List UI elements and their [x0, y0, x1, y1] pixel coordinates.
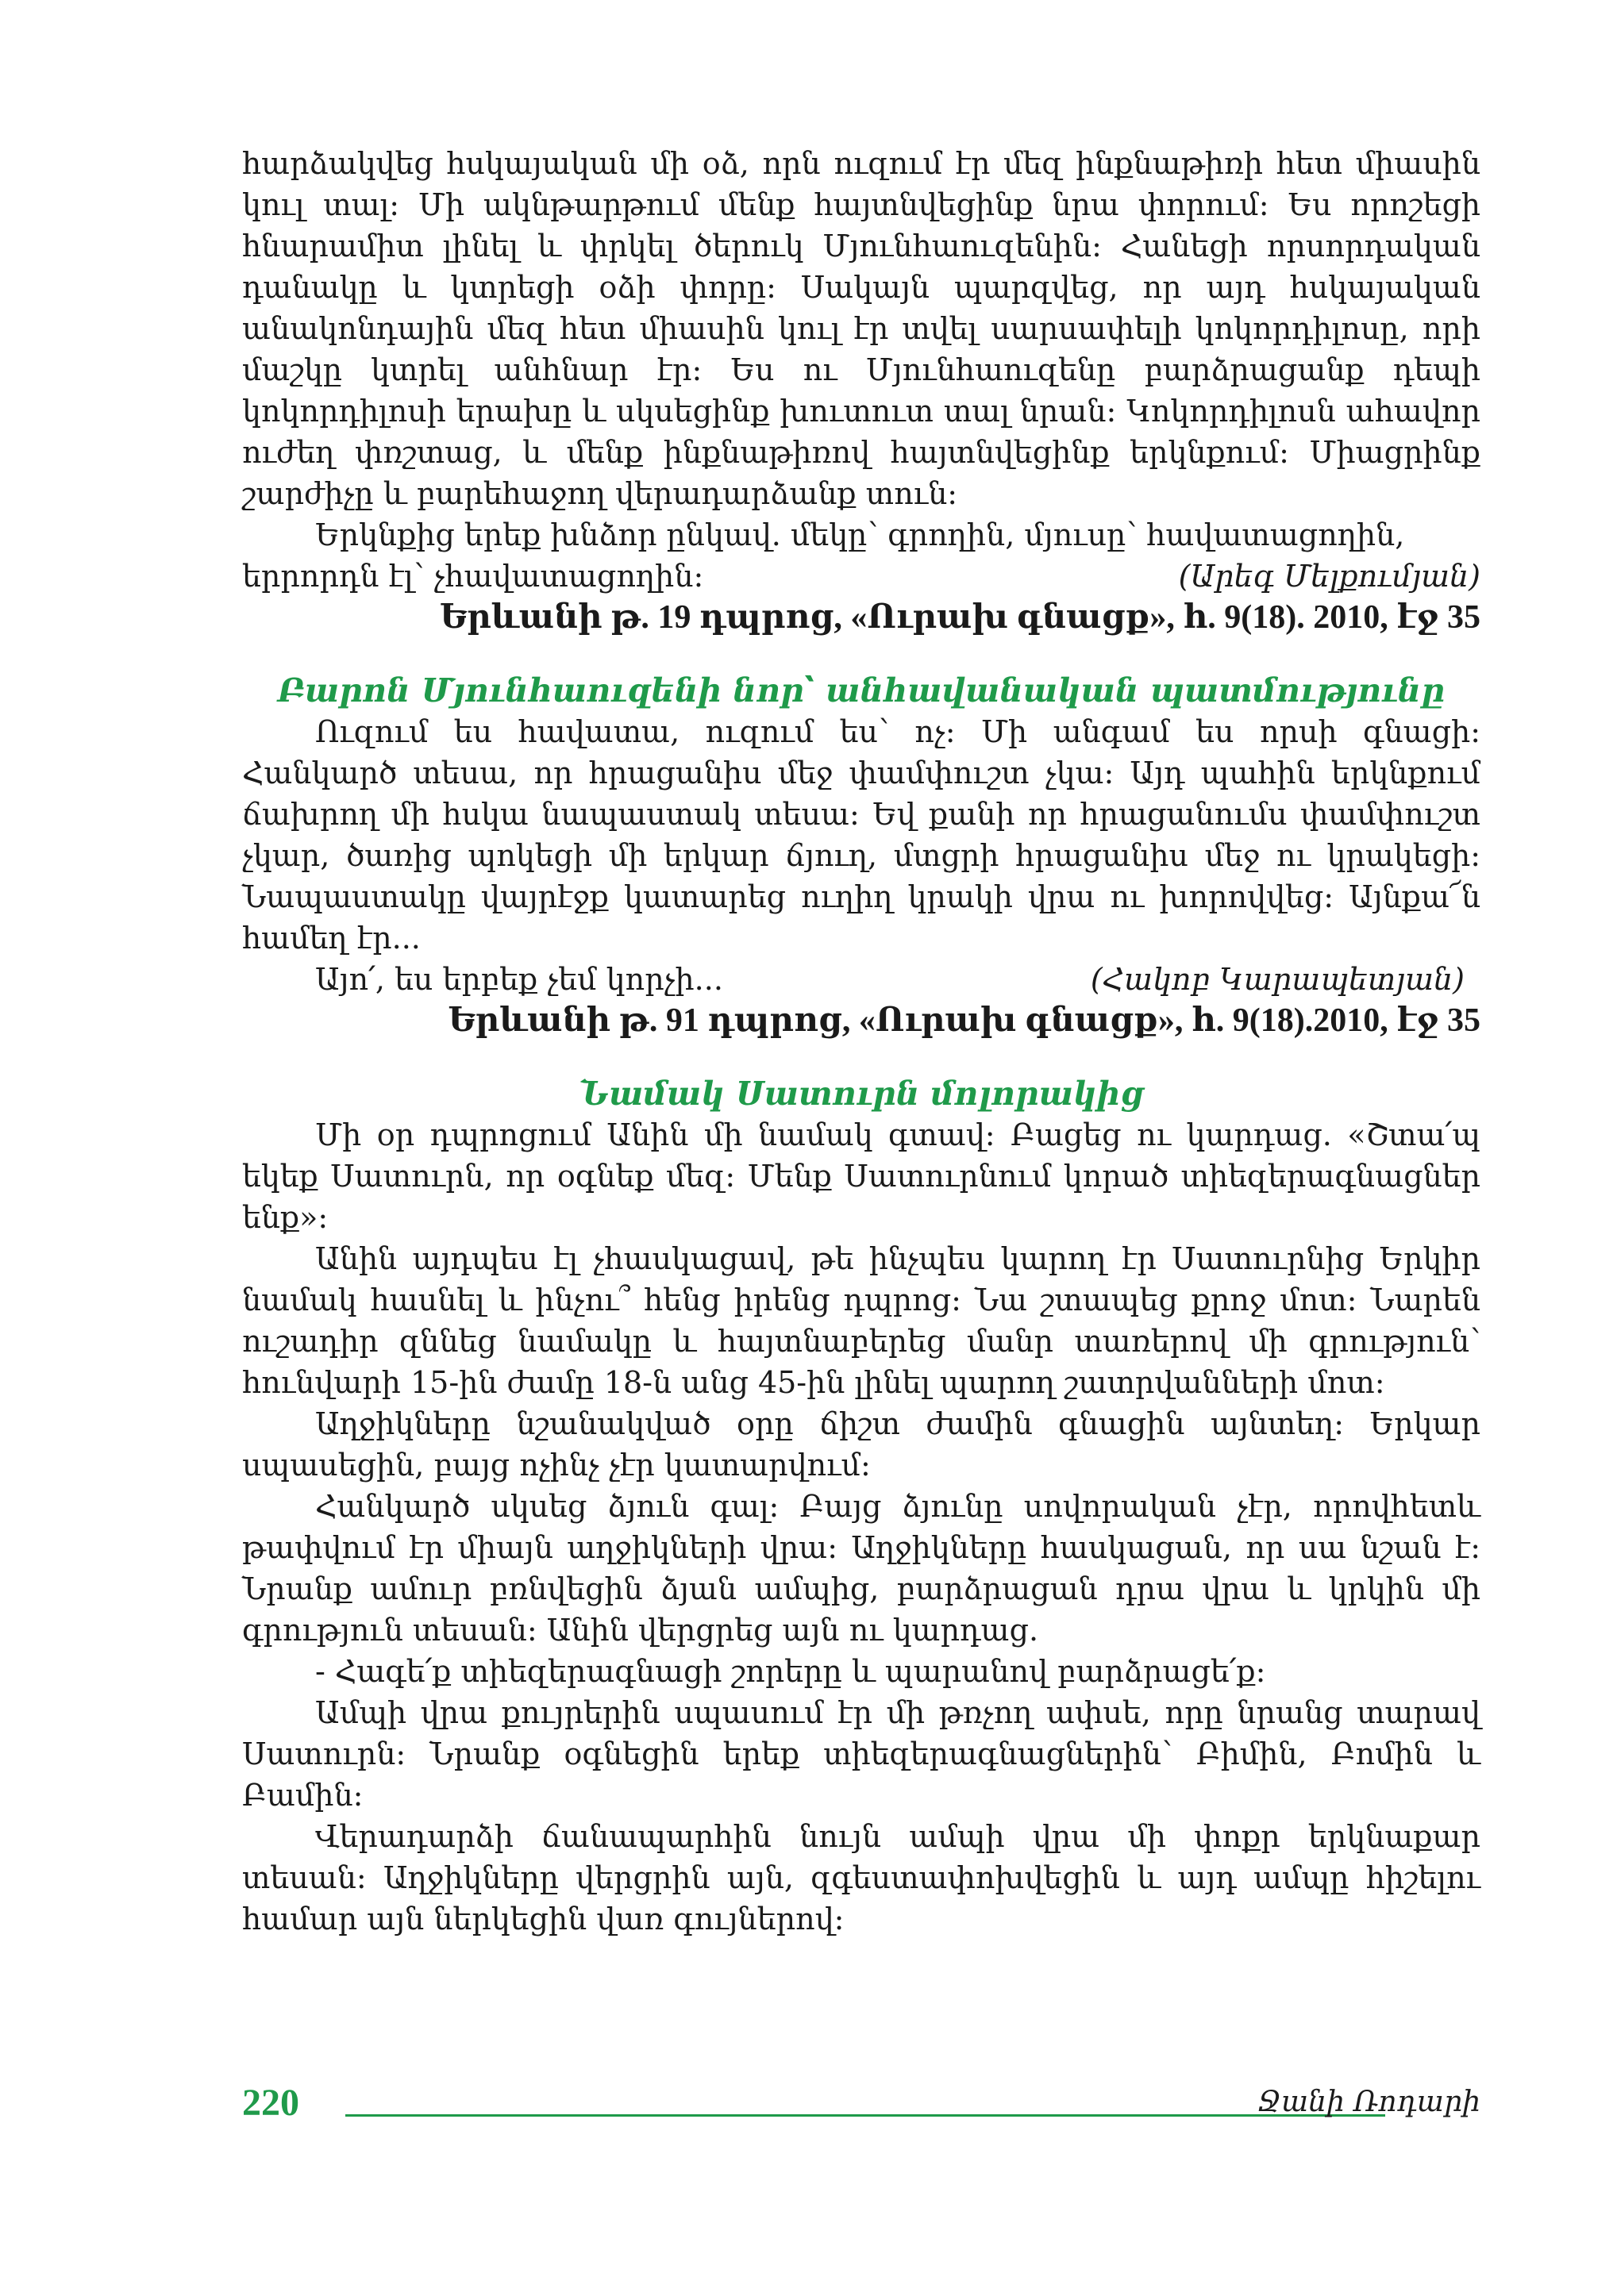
story-1-source: Երևանի թ. 19 դպրոց, «Ուրախ գնացք», հ. 9(18). 2010, էջ 35	[439, 599, 1480, 636]
story-2-paragraph-1: Ուզում ես հավատա, ուզում ես՝ ոչ: Մի անգամ ես որսի գնացի: Հանկարծ տեսա, որ հրացանիս մեջ փամփուշտ չկա: Այդ պահին երկնքում ճախրող մի հսկա նապաստակ տեսա: Եվ քանի որ հրացանումս փամփուշտ չկար, ծառից պոկեցի մի երկար ճյուղ, մտցրի հրացանիս մեջ ու կրակեցի: Նապաստակը վայրէջք կատարեց ուղիղ կրակի վրա ու խորովվեց: Այնքա՜ն համեղ էր...	[242, 714, 1480, 956]
story-2-last-line: Այո՛, ես երբեք չեմ կորչի...	[315, 962, 723, 997]
page-footer	[242, 2081, 1480, 2129]
story-3-paragraph-6: Ամպի վրա քույրերին սպասում էր մի թռչող ափսե, որը նրանց տարավ Սատուրն: Նրանք օգնեցին երեք տիեզերագնացներին՝ Բիմին, Բոմին և Բամին:	[242, 1695, 1480, 1813]
story-3-paragraph-7: Վերադարձի ճանապարհին նույն ամպի վրա մի փոքր երկնաքար տեսան: Աղջիկները վերցրին այն, զգեստափոխվեցին և այդ ամպը հիշելու համար այն ներկեցին վառ գույներով:	[242, 1819, 1480, 1936]
story-2-author: (Հակոբ Կարապետյան)	[1090, 962, 1465, 997]
footer-book-title: Ջանի Ռոդարի	[1257, 2086, 1480, 2118]
story-3-paragraph-2: Անին այդպես էլ չհասկացավ, թե ինչպես կարող էր Սատուրնից Երկիր նամակ հասնել և ինչու՞ հենց իրենց դպրոց: Նա շտապեց քրոջ մոտ: Նարեն ուշադիր զննեց նամակը և հայտնաբերեց մանր տառերով մի գրություն՝ հունվարի 15-ին ժամը 18-ն անց 45-ին լինել պարող շատրվանների մոտ:	[242, 1241, 1480, 1400]
story-3-paragraph-1: Մի օր դպրոցում Անին մի նամակ գտավ: Բացեց ու կարդաց. «Շտա՛պ եկեք Սատուրն, որ օգնեք մեզ: Մենք Սատուրնում կորած տիեզերագնացներ ենք»:	[242, 1117, 1480, 1235]
story-1-author: (Արեգ Մելքումյան)	[1178, 559, 1480, 594]
page-number: 220	[242, 2082, 299, 2124]
story-3-paragraph-4: Հանկարծ սկսեց ձյուն գալ: Բայց ձյունը սովորական չէր, որովհետև թափվում էր միայն աղջիկների վրա: Աղջիկները հասկացան, որ սա նշան է: Նրանք ամուր բռնվեցին ձյան ամպից, բարձրացան դրա վրա և կրկին մի գրություն տեսան: Անին վերցրեց այն ու կարդաց.	[242, 1489, 1480, 1648]
page-content	[242, 143, 1480, 1940]
story-3-paragraph-5: - Հագե՛ք տիեզերագնացի շորերը և պարանով բարձրացե՛ք:	[315, 1654, 1266, 1689]
story-1-last-line: երրորդն էլ՝ չհավատացողին:	[242, 559, 704, 594]
story-2-signature-line	[242, 959, 1480, 1000]
story-1-signature-line	[242, 556, 1480, 597]
story-2-title: Բարոն Մյունհաուզենի նոր՝ անհավանական պատմությունը	[277, 671, 1446, 710]
story-1-paragraph-1: հարձակվեց հսկայական մի օձ, որն ուզում էր մեզ ինքնաթիռի հետ միասին կուլ տալ: Մի ակնթարթում մենք հայտնվեցինք նրա փորում: Ես որոշեցի հնարամիտ լինել և փրկել ծերուկ Մյունհաուզենին: Հանեցի որսորդական դանակը և կտրեցի օձի փորը: Սակայն պարզվեց, որ այդ հսկայական անակոնդային մեզ հետ միասին կուլ էր տվել սարսափելի կոկորդիլոսը, որի մաշկը կտրել անհնար էր: Ես ու Մյունհաուզենը բարձրացանք դեպի կոկորդիլոսի երախը և սկսեցինք խուտուտ տալ նրան: Կոկորդիլոսն ահավոր ուժեղ փռշտաց, և մենք ինքնաթիռով հայտնվեցինք երկնքում: Միացրինք շարժիչը և բարեհաջող վերադարձանք տուն:	[242, 146, 1480, 511]
footer-rule	[345, 2114, 1385, 2117]
story-1-paragraph-2: Երկնքից երեք խնձոր ընկավ. մեկը՝ գրողին, մյուսը՝ հավատացողին,	[315, 517, 1405, 552]
story-2-source: Երևանի թ. 91 դպրոց, «Ուրախ գնացք», հ. 9(18).2010, էջ 35	[448, 1002, 1480, 1039]
story-3-paragraph-3: Աղջիկները նշանակված օրը ճիշտ ժամին գնացին այնտեղ: Երկար սպասեցին, բայց ոչինչ չէր կատարվում:	[242, 1406, 1480, 1483]
story-3-title: Նամակ Սատուրն մոլորակից	[579, 1075, 1144, 1113]
